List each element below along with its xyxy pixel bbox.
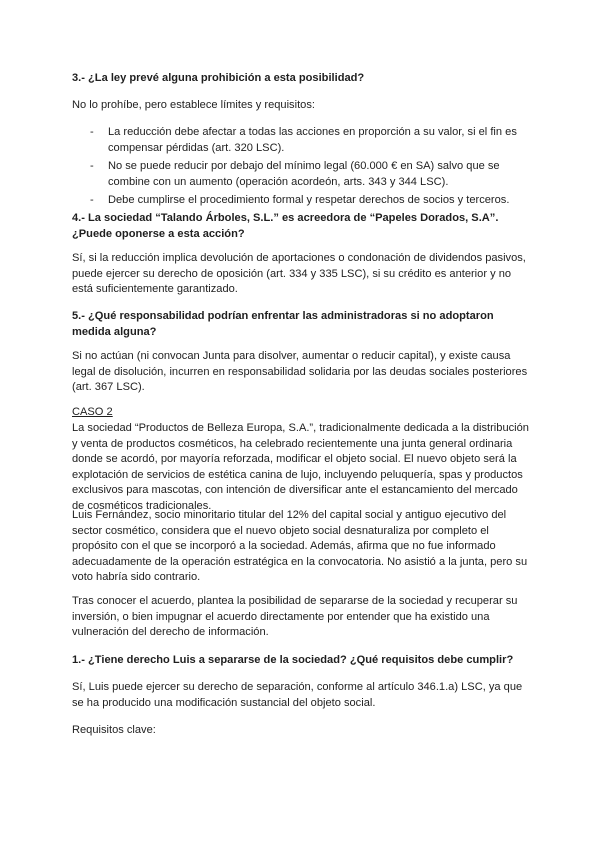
q4-answer: Sí, si la reducción implica devolución de aportaciones o condonación de dividendos pasivos, puede ejercer su derecho de oposición (art. 334 y 335 LSC), si su crédito es anterior y no está suficientemente garantizado. bbox=[72, 252, 526, 296]
q5-heading: 5.- ¿Qué responsabilidad podrían enfrentar las administradoras si no adoptaron medida alguna? bbox=[72, 310, 494, 338]
list-item: - No se puede reducir por debajo del mínimo legal (60.000 € en SA) salvo que se combine con un aumento (operación acordeón, arts. 343 y 344 LSC). bbox=[90, 160, 500, 188]
q4-heading: 4.- La sociedad “Talando Árboles, S.L.” es acreedora de “Papeles Dorados, S.A”. ¿Puede oponerse a esta acción? bbox=[72, 212, 499, 240]
bullet-dash: - bbox=[90, 160, 94, 173]
caso2-title: CASO 2 bbox=[72, 406, 113, 418]
caso2-paragraph-2: Luis Fernández, socio minoritario titular del 12% del capital social y antiguo ejecutivo del sector cosmético, considera que el nuevo objeto social desnaturaliza por completo el propósito con el que se incorporó a la sociedad. Además, afirma que no fue informado adecuadamente de la operación estratégica en la convocatoria. No asistió a la junta, pero su voto habría sido contrario. bbox=[72, 509, 528, 584]
q3-intro: No lo prohíbe, pero establece límites y requisitos: bbox=[72, 99, 315, 111]
q3-heading: 3.- ¿La ley prevé alguna prohibición a esta posibilidad? bbox=[72, 72, 365, 84]
bullet-dash: - bbox=[90, 194, 94, 207]
caso2-q1-heading: 1.- ¿Tiene derecho Luis a separarse de la sociedad? ¿Qué requisitos debe cumplir? bbox=[72, 654, 514, 666]
list-item: - Debe cumplirse el procedimiento formal y respetar derechos de socios y terceros. bbox=[90, 193, 532, 209]
bullet-dash: - bbox=[90, 126, 94, 138]
list-item: - La reducción debe afectar a todas las acciones en proporción a su valor, si el fin es compensar pérdidas (art. 320 LSC). bbox=[90, 126, 517, 154]
q3-bullet-list bbox=[90, 125, 532, 212]
q5-answer: Si no actúan (ni convocan Junta para disolver, aumentar o reducir capital), y existe causa legal de disolución, incurren en responsabilidad solidaria por las deudas sociales posteriores (art. 367 LSC). bbox=[72, 350, 528, 394]
caso2-q1-answer: Sí, Luis puede ejercer su derecho de separación, conforme al artículo 346.1.a) LSC, ya que se ha producido una modificación sustancial del objeto social. bbox=[72, 681, 523, 709]
caso2-paragraph-3: Tras conocer el acuerdo, plantea la posibilidad de separarse de la sociedad y recuperar su inversión, o bien impugnar el acuerdo directamente por entender que ha existido una vulneración del derecho de información. bbox=[72, 595, 518, 639]
requisitos-label: Requisitos clave: bbox=[72, 724, 156, 736]
caso2-paragraph-1: La sociedad “Productos de Belleza Europa, S.A.”, tradicionalmente dedicada a la distribución y venta de productos cosméticos, ha celebrado recientemente una junta general ordinaria donde se acordó, por mayoría reforzada, modificar el objeto social. El nuevo objeto será la explotación de servicios de estética canina de lujo, incluyendo peluquería, spas y productos exclusivos para mascotas, con intención de diversificar ante el estancamiento del mercado de cosméticos tradicionales. bbox=[72, 422, 529, 512]
